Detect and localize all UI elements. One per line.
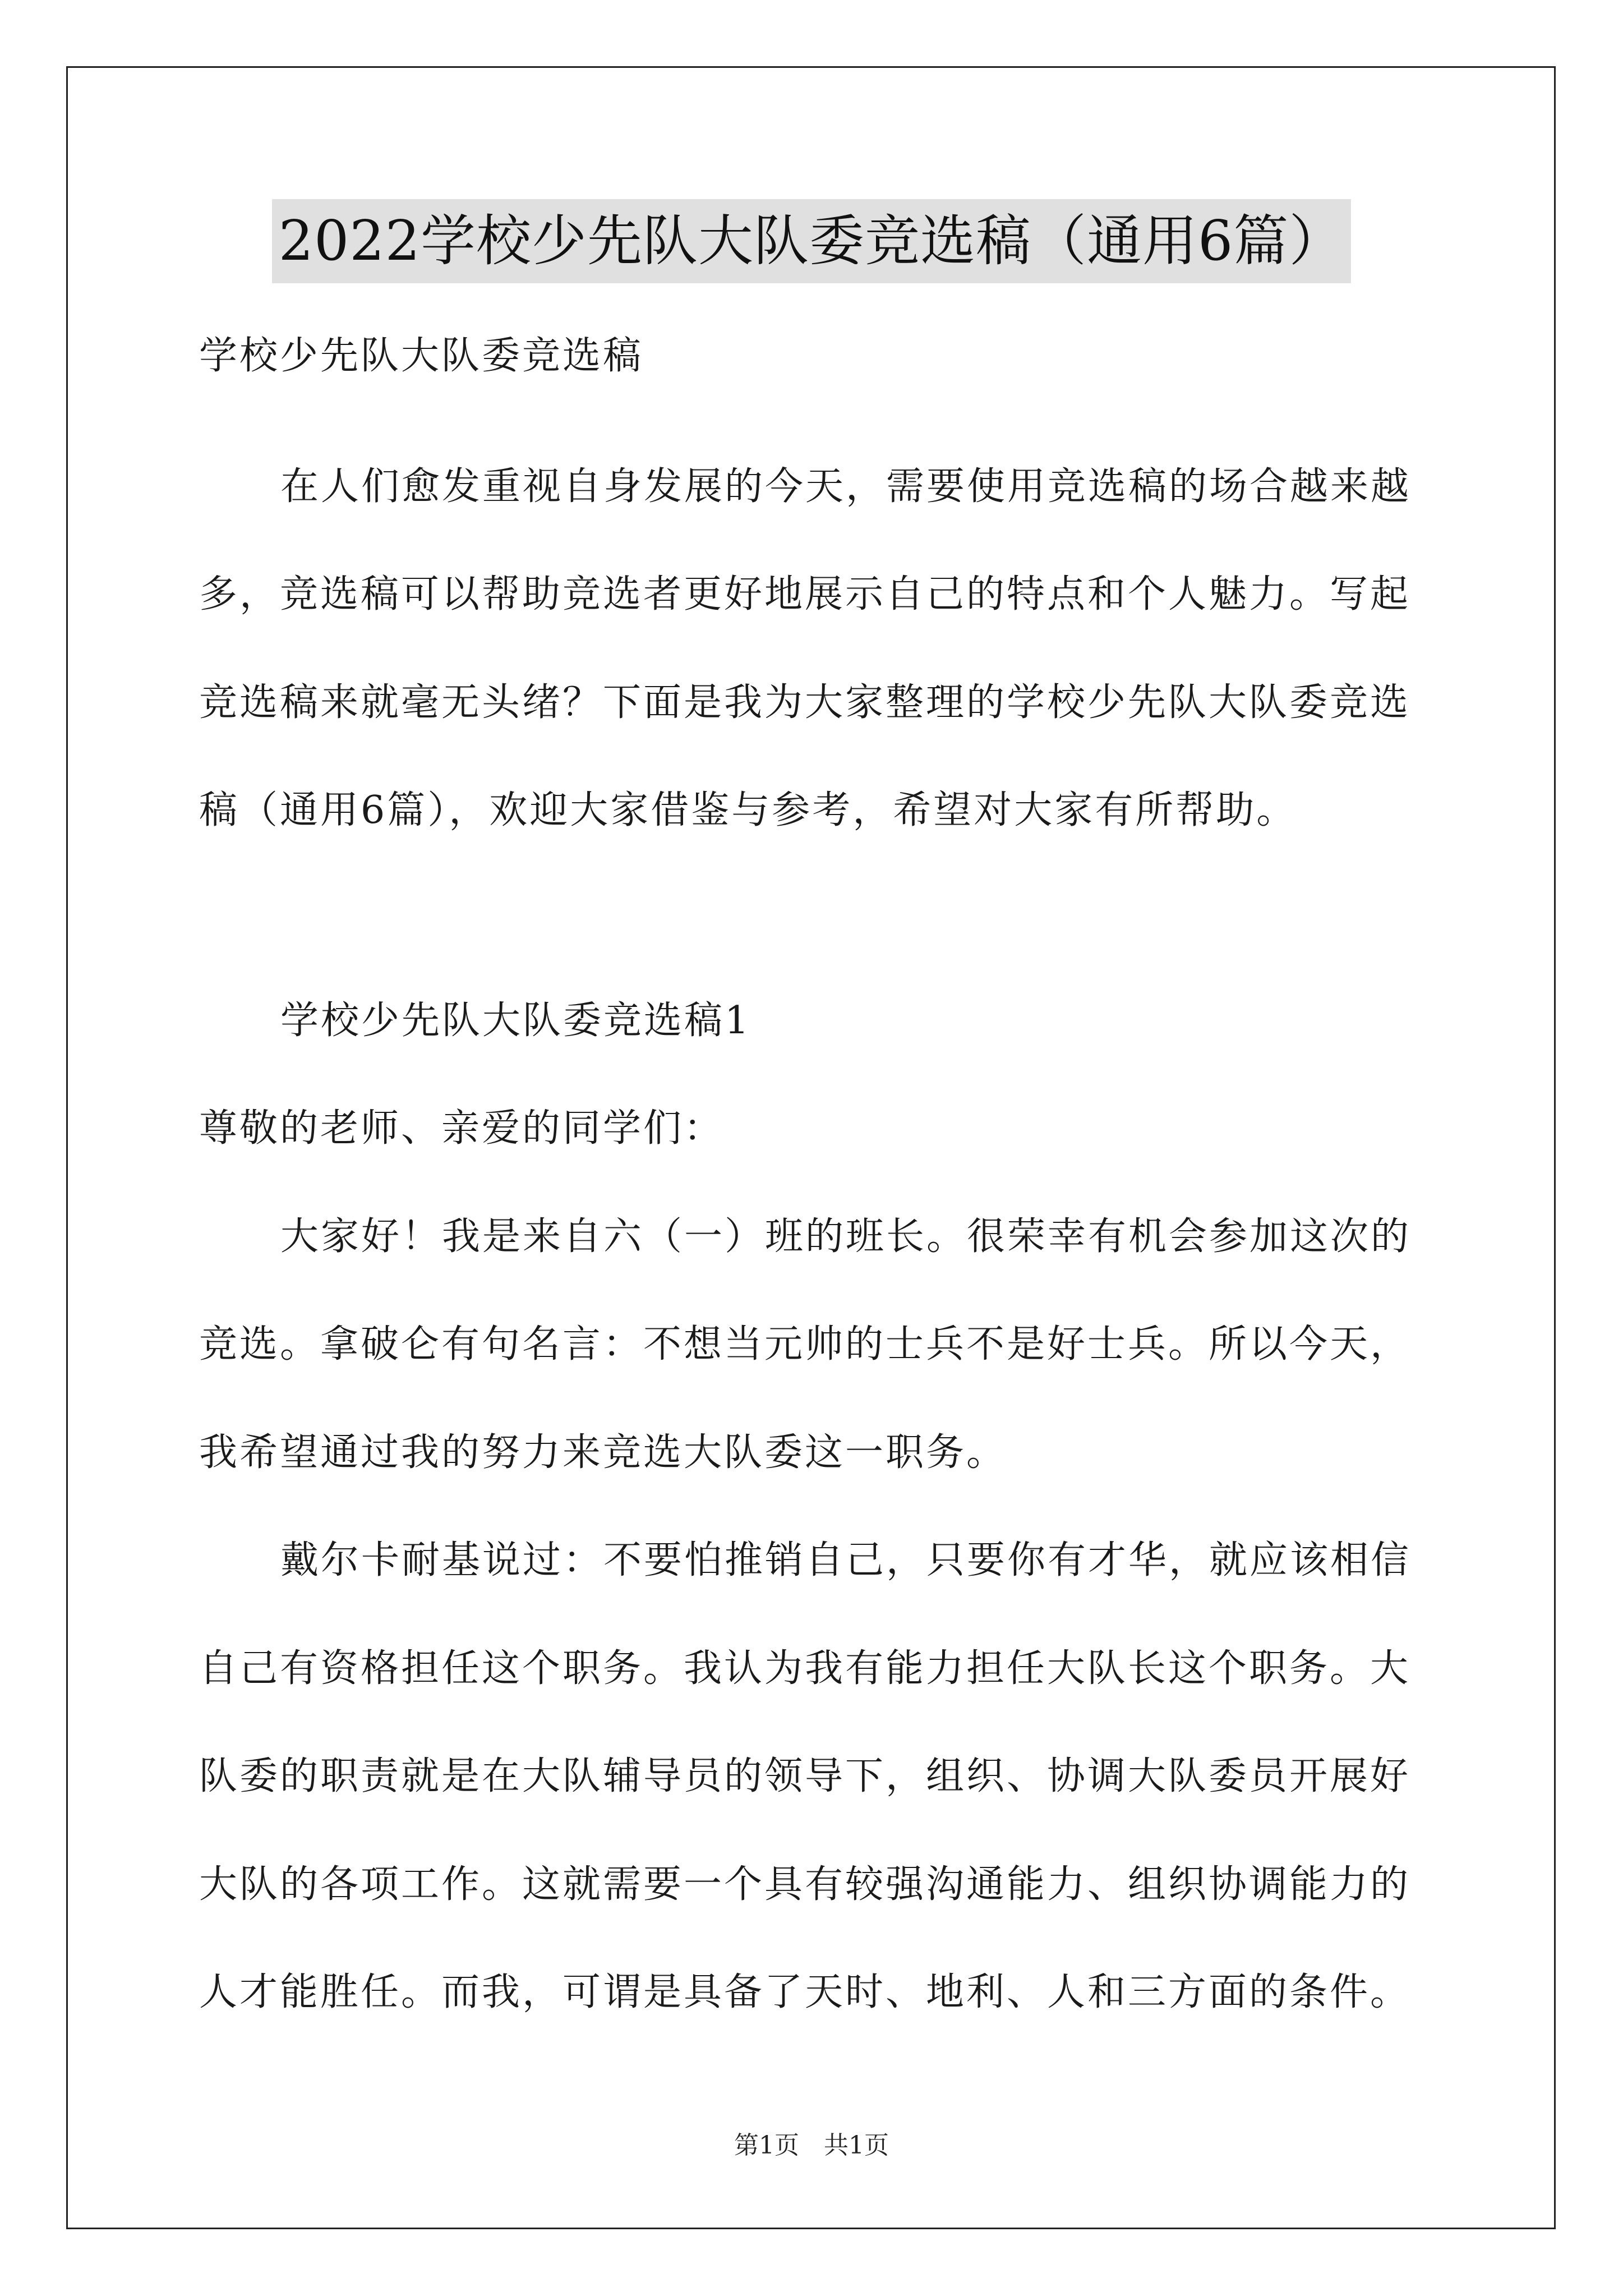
title-wrap — [0, 199, 1623, 283]
intro-heading: 学校少先队大队委竞选稿 — [199, 334, 644, 378]
paragraph-line: 竞选稿来就毫无头绪？下面是我为大家整理的学校少先队大队委竞选 — [199, 680, 1411, 725]
paragraph-line: 大家好！我是来自六（一）班的班长。很荣幸有机会参加这次的 — [280, 1214, 1412, 1259]
document-title[interactable]: 2022学校少先队大队委竞选稿（通用6篇） — [272, 199, 1352, 283]
paragraph-line: 稿（通用6篇），欢迎大家借鉴与参考，希望对大家有所帮助。 — [199, 788, 1297, 832]
section-heading: 学校少先队大队委竞选稿1 — [280, 999, 751, 1043]
paragraph-line: 大队的各项工作。这就需要一个具有较强沟通能力、组织协调能力的 — [199, 1862, 1411, 1907]
paragraph-line: 我希望通过我的努力来竞选大队委这一职务。 — [199, 1430, 1007, 1475]
paragraph-line: 竞选。拿破仑有句名言：不想当元帅的士兵不是好士兵。所以今天， — [199, 1322, 1411, 1366]
paragraph-line: 戴尔卡耐基说过：不要怕推销自己，只要你有才华，就应该相信 — [280, 1538, 1412, 1582]
paragraph-line: 多，竞选稿可以帮助竞选者更好地展示自己的特点和个人魅力。写起 — [199, 572, 1411, 616]
paragraph-line: 人才能胜任。而我，可谓是具备了天时、地利、人和三方面的条件。 — [199, 1970, 1411, 2014]
paragraph-line: 在人们愈发重视自身发展的今天，需要使用竞选稿的场合越来越 — [280, 464, 1412, 509]
paragraph-line: 队委的职责就是在大队辅导员的领导下，组织、协调大队委员开展好 — [199, 1754, 1411, 1798]
salutation: 尊敬的老师、亲爱的同学们： — [199, 1106, 725, 1151]
page-footer: 第1页 共1页 — [734, 2131, 889, 2160]
paragraph-line: 自己有资格担任这个职务。我认为我有能力担任大队长这个职务。大 — [199, 1646, 1411, 1691]
